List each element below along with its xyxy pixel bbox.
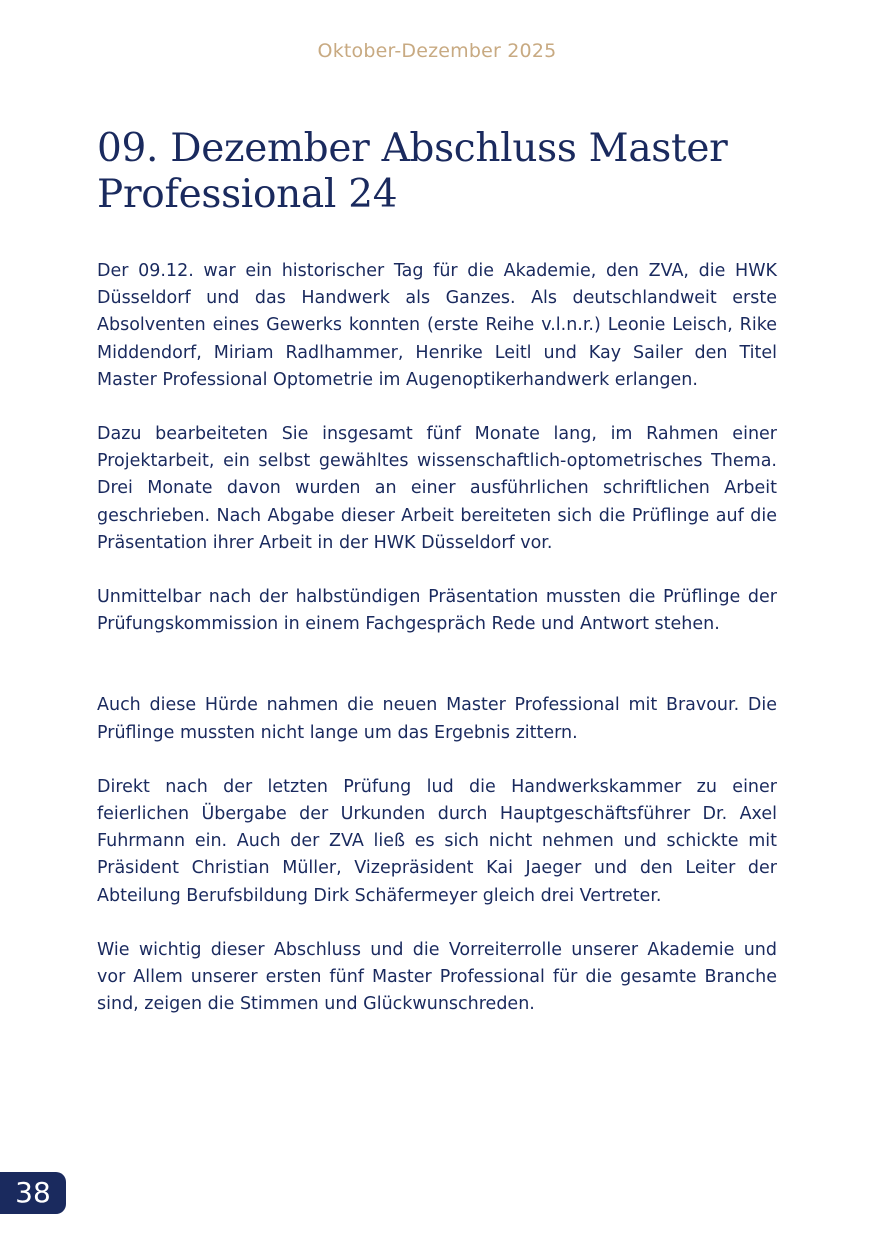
article-paragraph: Auch diese Hürde nahmen die neuen Master Professional mit Bravour. Die Prüflinge mussten nicht lange um das Ergebnis zittern.: [97, 695, 777, 743]
page-number-badge: 38: [0, 1172, 66, 1214]
article-paragraph: Wie wichtig dieser Abschluss und die Vorreiterrolle unserer Akademie und vor Allem unserer ersten fünf Master Professional für die gesamte Branche sind, zeigen die Stimmen und Glückwunschreden.: [97, 939, 777, 1015]
article-paragraph: Unmittelbar nach der halbstündigen Präsentation mussten die Prüflinge der Prüfungskommission in einem Fachgespräch Rede und Antwort stehen.: [97, 587, 777, 635]
article-paragraph: Direkt nach der letzten Prüfung lud die Handwerkskammer zu einer feierlichen Übergabe der Urkunden durch Hauptgeschäftsführer Dr. Axel Fuhrmann ein. Auch der ZVA ließ es sich nicht nehmen und schickte mit Präsident Christian Müller, Vizepräsident Kai Jaeger und den Leiter der Abteilung Berufsbildung Dirk Schäfermeyer gleich drei Vertreter.: [97, 776, 777, 906]
article-body: [97, 258, 777, 1045]
issue-period-header: Oktober-Dezember 2025: [317, 40, 557, 62]
article-paragraph: Der 09.12. war ein historischer Tag für die Akademie, den ZVA, die HWK Düsseldorf und das Handwerk als Ganzes. Als deutschlandweit erste Absolventen eines Gewerks konnten (erste Reihe v.l.n.r.) Leonie Leisch, Rike Middendorf, Miriam Radlhammer, Henrike Leitl und Kay Sailer den Titel Master Professional Optometrie im Augenoptikerhandwerk erlangen.: [97, 261, 777, 390]
article-title: 09. Dezember Abschluss Master Professional 24: [97, 126, 728, 217]
article-paragraph: Dazu bearbeiteten Sie insgesamt fünf Monate lang, im Rahmen einer Projektarbeit, ein selbst gewähltes wissenschaftlich-optometrisches Thema. Drei Monate davon wurden an einer ausführlichen schriftlichen Arbeit geschrieben. Nach Abgabe dieser Arbeit bereiteten sich die Prüflinge auf die Präsentation ihrer Arbeit in der HWK Düsseldorf vor.: [97, 424, 777, 553]
